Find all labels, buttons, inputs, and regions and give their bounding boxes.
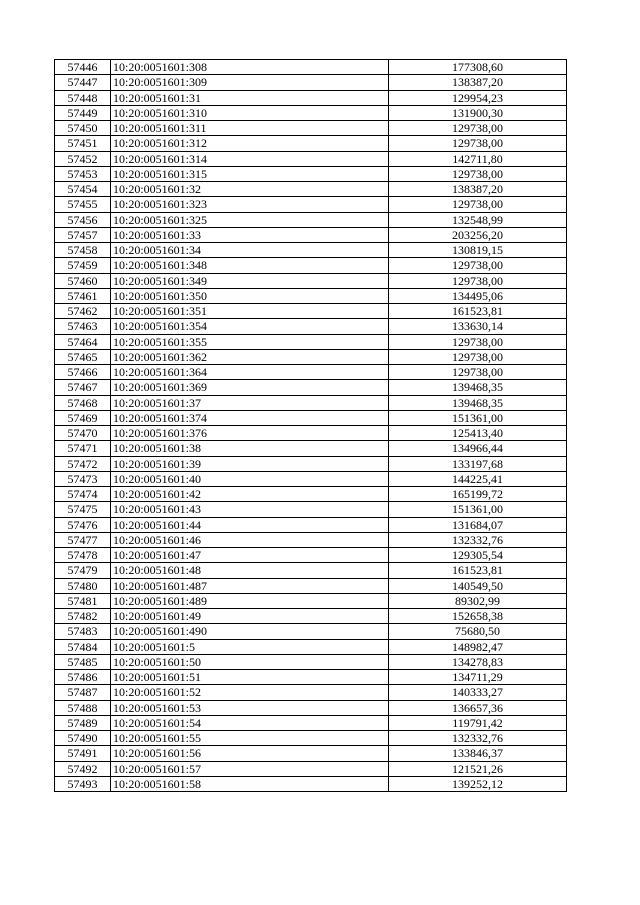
cadastral-value-cell: 165199,72 <box>389 487 567 502</box>
table-row <box>55 304 567 319</box>
cadastral-value-cell: 133197,68 <box>389 456 567 471</box>
cadastral-number-cell: 10:20:0051601:38 <box>111 441 389 456</box>
cadastral-value-cell: 129305,54 <box>389 548 567 563</box>
table-row <box>55 258 567 273</box>
table-body <box>55 60 567 792</box>
cadastral-value-cell: 140549,50 <box>389 578 567 593</box>
cadastral-value-cell: 134495,06 <box>389 288 567 303</box>
cadastral-value-table <box>54 59 567 792</box>
cadastral-number-cell: 10:20:0051601:348 <box>111 258 389 273</box>
cadastral-number-cell: 10:20:0051601:47 <box>111 548 389 563</box>
table-row <box>55 273 567 288</box>
table-row <box>55 685 567 700</box>
cadastral-value-cell: 142711,80 <box>389 151 567 166</box>
cadastral-value-cell: 139468,35 <box>389 380 567 395</box>
row-number-cell: 57460 <box>55 273 111 288</box>
cadastral-number-cell: 10:20:0051601:50 <box>111 654 389 669</box>
cadastral-value-cell: 151361,00 <box>389 502 567 517</box>
row-number-cell: 57483 <box>55 624 111 639</box>
cadastral-number-cell: 10:20:0051601:374 <box>111 410 389 425</box>
table-row <box>55 441 567 456</box>
row-number-cell: 57479 <box>55 563 111 578</box>
table-row <box>55 349 567 364</box>
cadastral-value-cell: 129954,23 <box>389 90 567 105</box>
row-number-cell: 57458 <box>55 243 111 258</box>
table-row <box>55 593 567 608</box>
cadastral-number-cell: 10:20:0051601:364 <box>111 365 389 380</box>
row-number-cell: 57480 <box>55 578 111 593</box>
cadastral-value-cell: 138387,20 <box>389 75 567 90</box>
cadastral-number-cell: 10:20:0051601:34 <box>111 243 389 258</box>
row-number-cell: 57464 <box>55 334 111 349</box>
cadastral-number-cell: 10:20:0051601:325 <box>111 212 389 227</box>
cadastral-value-cell: 161523,81 <box>389 563 567 578</box>
cadastral-number-cell: 10:20:0051601:309 <box>111 75 389 90</box>
cadastral-number-cell: 10:20:0051601:43 <box>111 502 389 517</box>
table-row <box>55 380 567 395</box>
table-row <box>55 212 567 227</box>
cadastral-value-cell: 148982,47 <box>389 639 567 654</box>
row-number-cell: 57466 <box>55 365 111 380</box>
row-number-cell: 57491 <box>55 746 111 761</box>
cadastral-number-cell: 10:20:0051601:312 <box>111 136 389 151</box>
cadastral-number-cell: 10:20:0051601:32 <box>111 182 389 197</box>
row-number-cell: 57477 <box>55 532 111 547</box>
cadastral-number-cell: 10:20:0051601:487 <box>111 578 389 593</box>
table-row <box>55 182 567 197</box>
cadastral-number-cell: 10:20:0051601:48 <box>111 563 389 578</box>
table-row <box>55 197 567 212</box>
cadastral-value-cell: 129738,00 <box>389 258 567 273</box>
cadastral-number-cell: 10:20:0051601:310 <box>111 105 389 120</box>
table-row <box>55 334 567 349</box>
cadastral-value-cell: 134278,83 <box>389 654 567 669</box>
cadastral-number-cell: 10:20:0051601:369 <box>111 380 389 395</box>
cadastral-number-cell: 10:20:0051601:308 <box>111 60 389 75</box>
cadastral-number-cell: 10:20:0051601:37 <box>111 395 389 410</box>
cadastral-value-cell: 151361,00 <box>389 410 567 425</box>
table-row <box>55 319 567 334</box>
cadastral-number-cell: 10:20:0051601:311 <box>111 121 389 136</box>
cadastral-value-cell: 131684,07 <box>389 517 567 532</box>
cadastral-value-cell: 129738,00 <box>389 197 567 212</box>
table-row <box>55 166 567 181</box>
cadastral-number-cell: 10:20:0051601:58 <box>111 776 389 791</box>
cadastral-number-cell: 10:20:0051601:314 <box>111 151 389 166</box>
table-row <box>55 288 567 303</box>
row-number-cell: 57470 <box>55 426 111 441</box>
cadastral-number-cell: 10:20:0051601:53 <box>111 700 389 715</box>
cadastral-number-cell: 10:20:0051601:49 <box>111 609 389 624</box>
cadastral-value-cell: 129738,00 <box>389 121 567 136</box>
table-row <box>55 456 567 471</box>
row-number-cell: 57490 <box>55 731 111 746</box>
table-row <box>55 105 567 120</box>
cadastral-number-cell: 10:20:0051601:57 <box>111 761 389 776</box>
row-number-cell: 57478 <box>55 548 111 563</box>
cadastral-number-cell: 10:20:0051601:46 <box>111 532 389 547</box>
cadastral-number-cell: 10:20:0051601:350 <box>111 288 389 303</box>
table-row <box>55 75 567 90</box>
table-row <box>55 654 567 669</box>
cadastral-value-cell: 131900,30 <box>389 105 567 120</box>
cadastral-number-cell: 10:20:0051601:44 <box>111 517 389 532</box>
table-row <box>55 578 567 593</box>
row-number-cell: 57467 <box>55 380 111 395</box>
table-row <box>55 563 567 578</box>
cadastral-number-cell: 10:20:0051601:323 <box>111 197 389 212</box>
table-row <box>55 670 567 685</box>
cadastral-value-cell: 138387,20 <box>389 182 567 197</box>
table-row <box>55 639 567 654</box>
row-number-cell: 57474 <box>55 487 111 502</box>
row-number-cell: 57471 <box>55 441 111 456</box>
cadastral-value-cell: 129738,00 <box>389 166 567 181</box>
cadastral-number-cell: 10:20:0051601:56 <box>111 746 389 761</box>
row-number-cell: 57453 <box>55 166 111 181</box>
cadastral-number-cell: 10:20:0051601:55 <box>111 731 389 746</box>
cadastral-value-cell: 119791,42 <box>389 715 567 730</box>
cadastral-value-cell: 140333,27 <box>389 685 567 700</box>
cadastral-value-cell: 177308,60 <box>389 60 567 75</box>
table-row <box>55 151 567 166</box>
row-number-cell: 57461 <box>55 288 111 303</box>
cadastral-value-cell: 144225,41 <box>389 471 567 486</box>
cadastral-number-cell: 10:20:0051601:376 <box>111 426 389 441</box>
cadastral-number-cell: 10:20:0051601:5 <box>111 639 389 654</box>
table-row <box>55 121 567 136</box>
table-row <box>55 609 567 624</box>
row-number-cell: 57446 <box>55 60 111 75</box>
cadastral-value-cell: 161523,81 <box>389 304 567 319</box>
cadastral-number-cell: 10:20:0051601:42 <box>111 487 389 502</box>
cadastral-number-cell: 10:20:0051601:33 <box>111 227 389 242</box>
cadastral-value-cell: 133846,37 <box>389 746 567 761</box>
cadastral-value-cell: 121521,26 <box>389 761 567 776</box>
table-row <box>55 715 567 730</box>
row-number-cell: 57475 <box>55 502 111 517</box>
cadastral-value-cell: 133630,14 <box>389 319 567 334</box>
table-row <box>55 410 567 425</box>
row-number-cell: 57448 <box>55 90 111 105</box>
table-row <box>55 532 567 547</box>
row-number-cell: 57459 <box>55 258 111 273</box>
cadastral-value-cell: 125413,40 <box>389 426 567 441</box>
row-number-cell: 57489 <box>55 715 111 730</box>
row-number-cell: 57476 <box>55 517 111 532</box>
table-row <box>55 731 567 746</box>
table-row <box>55 136 567 151</box>
cadastral-value-cell: 136657,36 <box>389 700 567 715</box>
table-row <box>55 243 567 258</box>
row-number-cell: 57493 <box>55 776 111 791</box>
row-number-cell: 57463 <box>55 319 111 334</box>
cadastral-value-cell: 152658,38 <box>389 609 567 624</box>
cadastral-number-cell: 10:20:0051601:54 <box>111 715 389 730</box>
cadastral-number-cell: 10:20:0051601:52 <box>111 685 389 700</box>
table-row <box>55 700 567 715</box>
cadastral-number-cell: 10:20:0051601:315 <box>111 166 389 181</box>
table-row <box>55 60 567 75</box>
cadastral-value-cell: 134966,44 <box>389 441 567 456</box>
row-number-cell: 57486 <box>55 670 111 685</box>
cadastral-value-cell: 139468,35 <box>389 395 567 410</box>
table-row <box>55 761 567 776</box>
row-number-cell: 57487 <box>55 685 111 700</box>
table-row <box>55 517 567 532</box>
cadastral-number-cell: 10:20:0051601:40 <box>111 471 389 486</box>
cadastral-value-cell: 129738,00 <box>389 136 567 151</box>
cadastral-value-cell: 139252,12 <box>389 776 567 791</box>
cadastral-number-cell: 10:20:0051601:31 <box>111 90 389 105</box>
row-number-cell: 57454 <box>55 182 111 197</box>
table-row <box>55 746 567 761</box>
row-number-cell: 57488 <box>55 700 111 715</box>
table-row <box>55 502 567 517</box>
row-number-cell: 57482 <box>55 609 111 624</box>
table-row <box>55 395 567 410</box>
cadastral-value-cell: 129738,00 <box>389 334 567 349</box>
row-number-cell: 57455 <box>55 197 111 212</box>
cadastral-number-cell: 10:20:0051601:490 <box>111 624 389 639</box>
row-number-cell: 57451 <box>55 136 111 151</box>
cadastral-value-cell: 129738,00 <box>389 273 567 288</box>
row-number-cell: 57473 <box>55 471 111 486</box>
table-row <box>55 90 567 105</box>
row-number-cell: 57450 <box>55 121 111 136</box>
cadastral-value-cell: 132332,76 <box>389 731 567 746</box>
row-number-cell: 57485 <box>55 654 111 669</box>
table-row <box>55 365 567 380</box>
cadastral-value-cell: 134711,29 <box>389 670 567 685</box>
row-number-cell: 57481 <box>55 593 111 608</box>
cadastral-value-cell: 132332,76 <box>389 532 567 547</box>
cadastral-number-cell: 10:20:0051601:355 <box>111 334 389 349</box>
row-number-cell: 57447 <box>55 75 111 90</box>
cadastral-number-cell: 10:20:0051601:51 <box>111 670 389 685</box>
row-number-cell: 57484 <box>55 639 111 654</box>
cadastral-number-cell: 10:20:0051601:354 <box>111 319 389 334</box>
table-row <box>55 776 567 791</box>
cadastral-number-cell: 10:20:0051601:39 <box>111 456 389 471</box>
row-number-cell: 57492 <box>55 761 111 776</box>
row-number-cell: 57465 <box>55 349 111 364</box>
table-row <box>55 624 567 639</box>
cadastral-value-cell: 129738,00 <box>389 349 567 364</box>
cadastral-number-cell: 10:20:0051601:489 <box>111 593 389 608</box>
cadastral-value-cell: 203256,20 <box>389 227 567 242</box>
row-number-cell: 57457 <box>55 227 111 242</box>
row-number-cell: 57449 <box>55 105 111 120</box>
cadastral-value-cell: 132548,99 <box>389 212 567 227</box>
cadastral-value-cell: 129738,00 <box>389 365 567 380</box>
row-number-cell: 57456 <box>55 212 111 227</box>
cadastral-value-cell: 75680,50 <box>389 624 567 639</box>
row-number-cell: 57472 <box>55 456 111 471</box>
row-number-cell: 57462 <box>55 304 111 319</box>
cadastral-value-cell: 89302,99 <box>389 593 567 608</box>
table-row <box>55 487 567 502</box>
table-row <box>55 426 567 441</box>
table-row <box>55 471 567 486</box>
row-number-cell: 57468 <box>55 395 111 410</box>
table-row <box>55 548 567 563</box>
row-number-cell: 57452 <box>55 151 111 166</box>
table-row <box>55 227 567 242</box>
row-number-cell: 57469 <box>55 410 111 425</box>
cadastral-number-cell: 10:20:0051601:349 <box>111 273 389 288</box>
cadastral-number-cell: 10:20:0051601:362 <box>111 349 389 364</box>
cadastral-number-cell: 10:20:0051601:351 <box>111 304 389 319</box>
cadastral-value-cell: 130819,15 <box>389 243 567 258</box>
